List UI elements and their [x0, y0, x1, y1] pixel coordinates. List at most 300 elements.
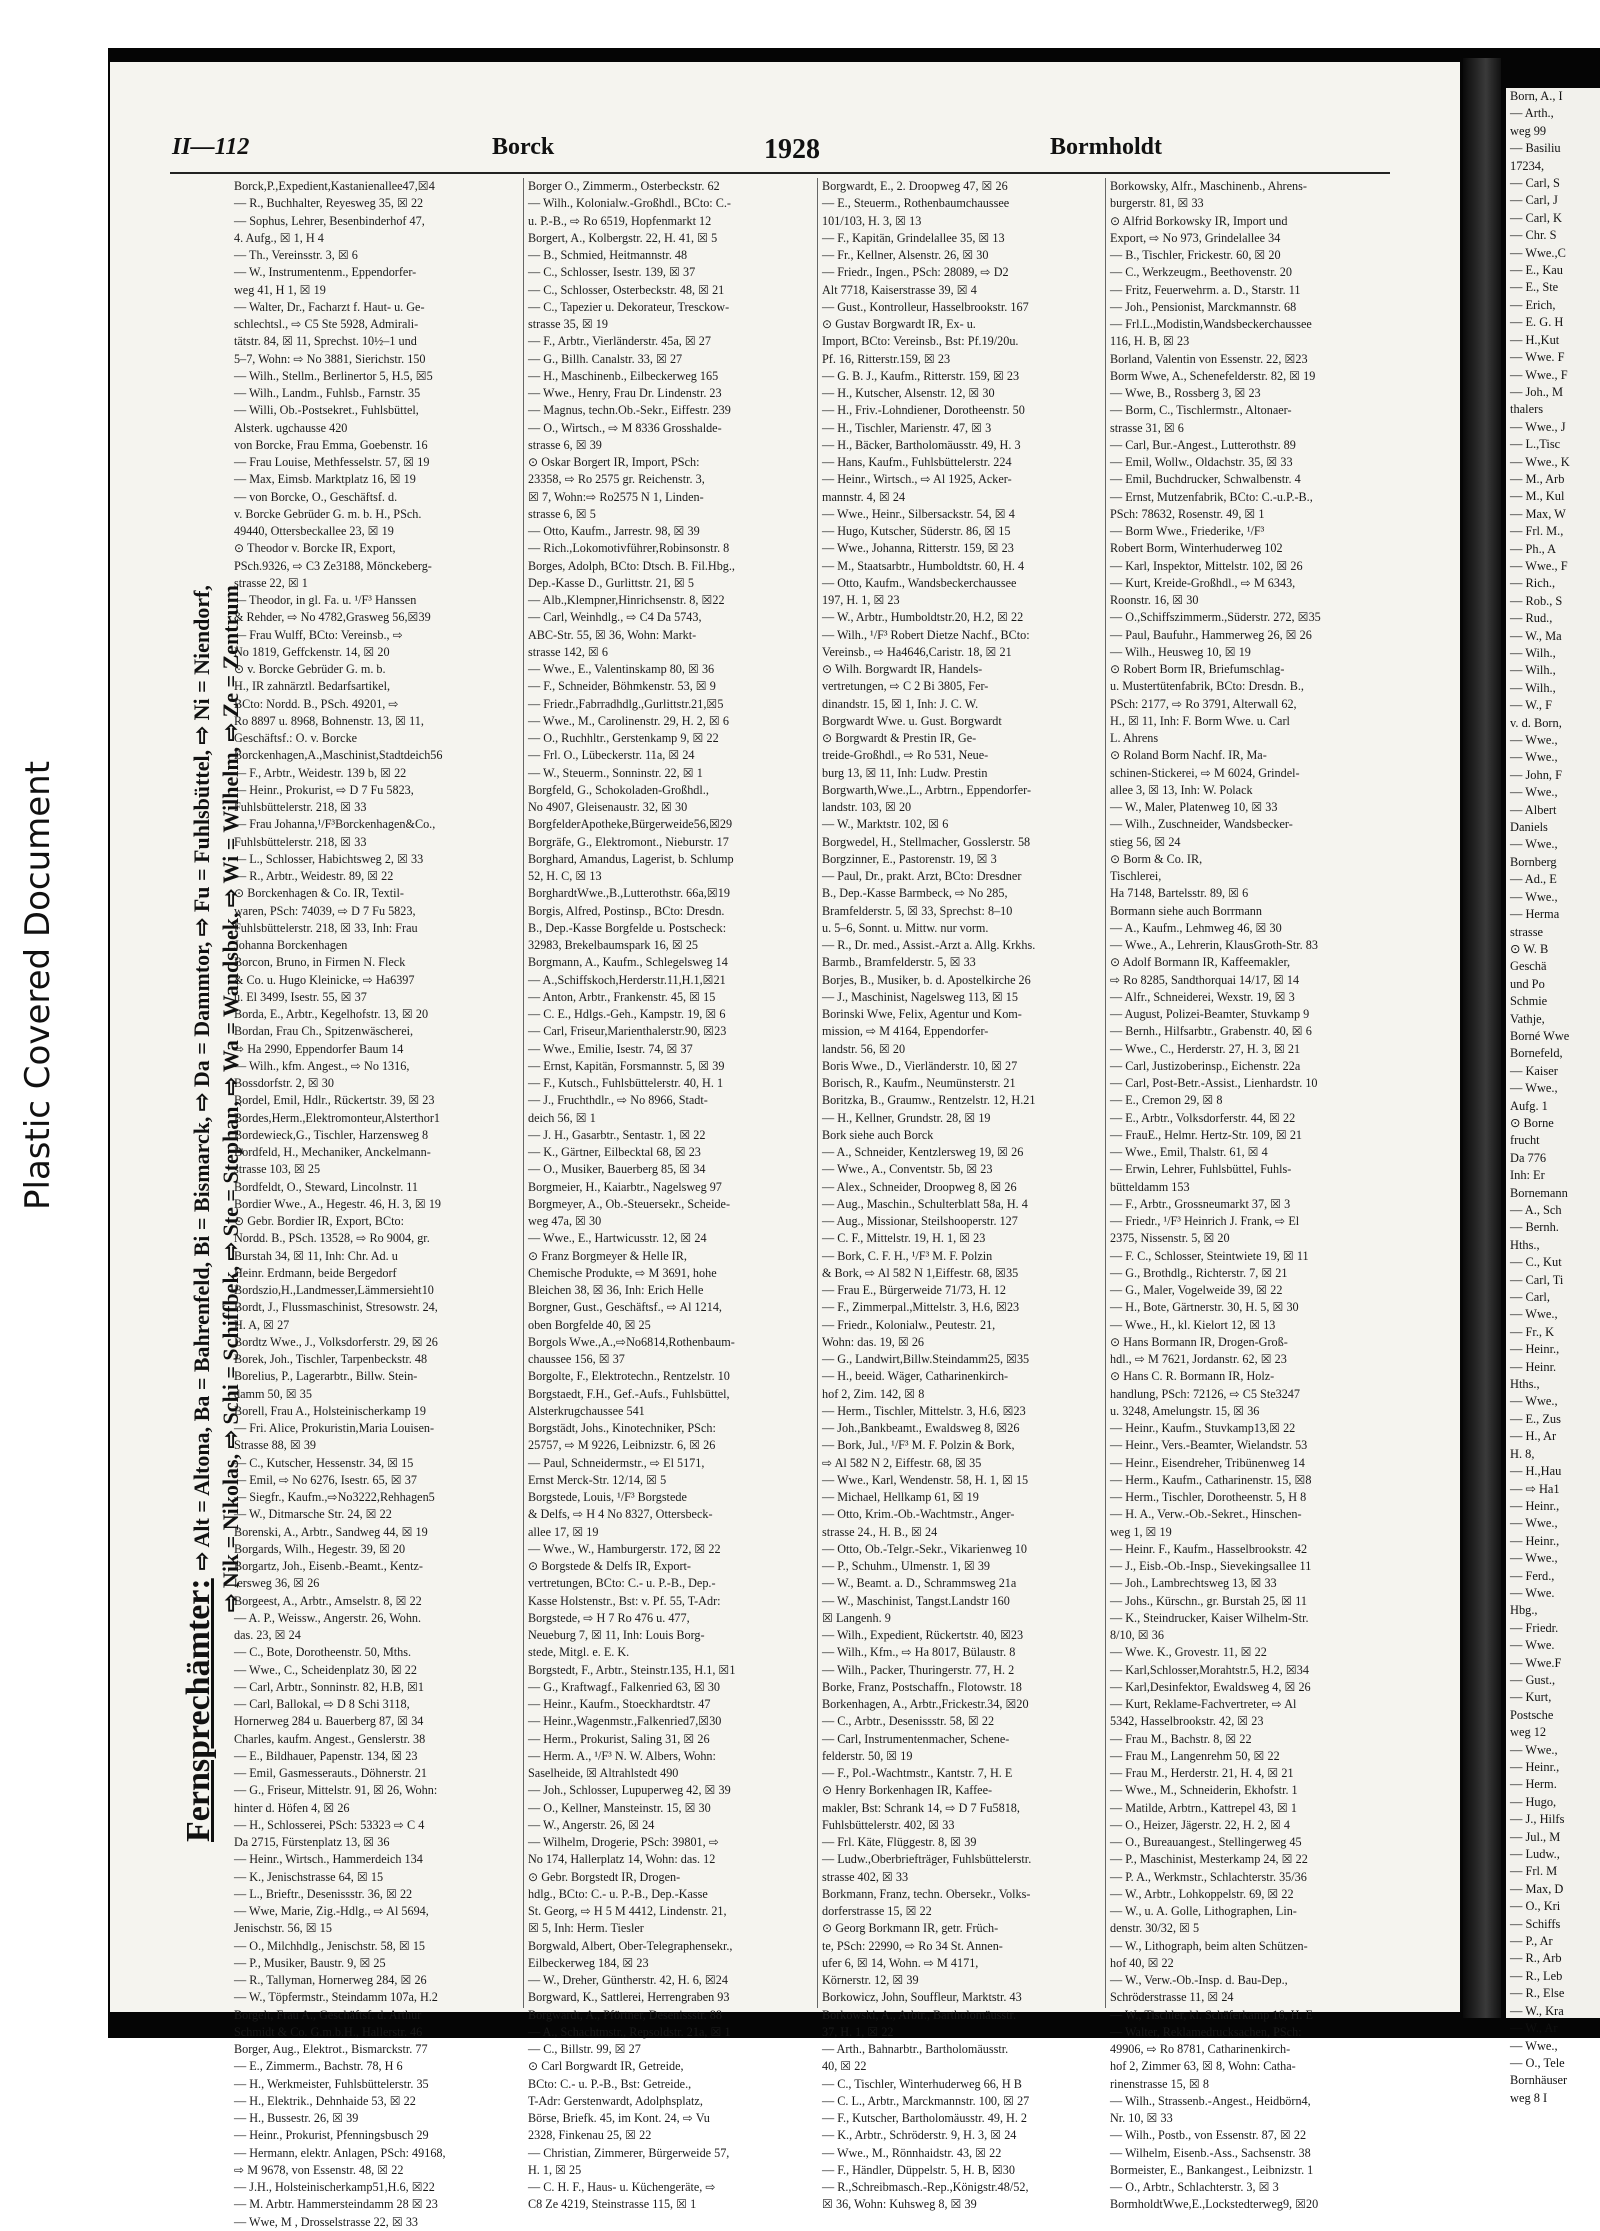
- entry-line: — Joh., Lambrechtsweg 13, ☒ 33: [1110, 1576, 1277, 1591]
- entry-line: Fuhlsbüttelerstr. 218, ☒ 33, Inh: Frau: [234, 920, 418, 935]
- entry-line: — K., Jenischstrasse 64, ☒ 15: [234, 1869, 384, 1884]
- entry-line: Alt 7718, Kaiserstrasse 39, ☒ 4: [822, 282, 977, 297]
- entry-line: — Carl, Post-Betr.-Assist., Lienhardstr. 10: [1110, 1076, 1318, 1090]
- next-page-line: Bornberg: [1510, 854, 1557, 869]
- entry-line: — F., Kutscher, Bartholomäusstr. 49, H. 2: [822, 2111, 1028, 2125]
- next-page-line: Inh: Er: [1510, 1168, 1545, 1183]
- entry-line: ⊙ Theodor v. Borcke IR, Export,: [234, 541, 396, 556]
- entry-line: — F., Zimmerpal.,Mittelstr. 3, H.6, ☒23: [822, 1300, 1020, 1315]
- entry-line: — Bork, C. F. H., ¹/F³ M. F. Polzin: [822, 1248, 993, 1263]
- entry-line: Borgwald, Albert, Ober-Telegraphensekr.,: [528, 1938, 733, 1953]
- entry-line: — Wilh., kfm. Angest., ⇨ No 1316,: [234, 1058, 410, 1073]
- entry-line: — Heinr. F., Kaufm., Hasselbrookstr. 42: [1110, 1541, 1308, 1556]
- entry-line: — H., Friv.-Lohndiener, Dorotheenstr. 50: [822, 403, 1025, 418]
- entry-line: Ernst Merck-Str. 12/14, ☒ 5: [528, 1472, 667, 1487]
- entry-line: — Frl. Käte, Flüggestr. 8, ☒ 39: [822, 1835, 977, 1849]
- next-page-line: — Wwe.,: [1510, 1394, 1558, 1409]
- plastic-covered-label: Plastic Covered Document: [18, 760, 58, 1210]
- entry-line: — Matilde, Arbtrn., Kattrepel 43, ☒ 1: [1110, 1800, 1297, 1815]
- entry-line: — O.,Schiffszimmerm.,Süderstr. 272, ☒35: [1110, 610, 1321, 625]
- entry-line: — Wwe., Karl, Wendenstr. 58, H. 1, ☒ 15: [822, 1472, 1029, 1487]
- entry-line: — Heinr., Wirtsch., Hammerdeich 134: [234, 1852, 423, 1867]
- entry-line: — Wwe. K., Grovestr. 11, ☒ 22: [1110, 1645, 1267, 1660]
- entry-line: Chemische Produkte, ⇨ M 3691, hohe: [528, 1265, 717, 1280]
- entry-line: Borkowsky, Alfr., Maschinenb., Ahrens-: [1110, 179, 1307, 193]
- entry-line: Körnerstr. 12, ☒ 39: [822, 1973, 919, 1987]
- entry-line: te, PSch: 22990, ⇨ Ro 34 St. Annen-: [822, 1938, 1003, 1953]
- entry-line: — Heinr., Prokurist, Pfenningsbusch 29: [234, 2128, 429, 2143]
- next-page-line: — M., Arb: [1510, 471, 1565, 486]
- entry-line: — W., Steuerm., Sonninstr. 22, ☒ 1: [528, 765, 703, 780]
- next-page-line: — Schiffs: [1510, 1916, 1561, 1931]
- entry-line: strasse 24., H. B., ☒ 24: [822, 1524, 938, 1539]
- entry-line: — Alfr., Schneiderei, Wexstr. 19, ☒ 3: [1110, 989, 1295, 1004]
- next-page-line: — Carl, J: [1510, 193, 1558, 208]
- entry-line: rinenstrasse 15, ☒ 8: [1110, 2076, 1209, 2091]
- entry-line: ☒ 5, Inh: Herm. Tiesler: [528, 1921, 644, 1936]
- entry-line: — L., Brieftr., Desenissstr. 36, ☒ 22: [234, 1886, 413, 1901]
- entry-line: strasse 31, ☒ 6: [1110, 420, 1184, 435]
- entry-line: L. Ahrens: [1110, 731, 1159, 745]
- next-page-line: — W., F: [1510, 698, 1553, 713]
- entry-line: Borelius, P., Lagerarbtr., Billw. Stein-: [234, 1369, 418, 1384]
- entry-line: Borgstede, ⇨ H 7 Ro 476 u. 477,: [528, 1610, 690, 1625]
- entry-line: Borgolte, F., Elektrotechn., Rentzelstr. 10: [528, 1369, 730, 1384]
- header-left-word: Borck: [492, 134, 555, 160]
- next-page-line: — Wwe.,: [1510, 785, 1558, 800]
- entry-line: — G., Kraftwagf., Falkenried 63, ☒ 30: [528, 1679, 721, 1694]
- entry-line: Bleichen 38, ☒ 36, Inh: Erich Helle: [528, 1283, 704, 1297]
- entry-line: — Emil, ⇨ No 6276, Isestr. 65, ☒ 37: [234, 1472, 417, 1487]
- entry-line: — Wwe., Henry, Frau Dr. Lindenstr. 23: [528, 386, 722, 400]
- entry-line: — Herm. A., ¹/F³ N. W. Albers, Wohn:: [528, 1748, 716, 1763]
- next-page-line: — L.,Tisc: [1510, 437, 1561, 452]
- next-page-line: Hths.,: [1510, 1377, 1540, 1392]
- entry-line: Borjes, B., Musiker, b. d. Apostelkirche 26: [822, 972, 1031, 987]
- entry-line: Borkmann, Franz, techn. Obersekr., Volks-: [822, 1886, 1031, 1901]
- entry-line: Borgstede, Louis, ¹/F³ Borgstede: [528, 1490, 687, 1504]
- entry-line: ⊙ Carl Borgwardt IR, Getreide,: [528, 2059, 684, 2074]
- entry-line: — Wilh., Zuschneider, Wandsbecker-: [1110, 817, 1293, 832]
- entry-line: 5342, Hasselbrookstr. 42, ☒ 23: [1110, 1714, 1264, 1729]
- entry-line: Jenischstr. 56, ☒ 15: [234, 1921, 332, 1936]
- entry-line: — Kurt, Reklame-Fachvertreter, ⇨ Al: [1110, 1697, 1297, 1711]
- next-page-line: — Erich,: [1510, 297, 1556, 312]
- entry-line: hof 2, Zimmer 63, ☒ 8, Wohn: Catha-: [1110, 2059, 1296, 2074]
- entry-line: — E., Arbtr., Volksdorferstr. 44, ☒ 22: [1110, 1110, 1296, 1125]
- next-page-line: — Wwe.,C: [1510, 245, 1566, 260]
- entry-line: Nordd. B., PSch. 13528, ⇨ Ro 9004, gr.: [234, 1231, 430, 1246]
- entry-line: — H., Bote, Gärtnerstr. 30, H. 5, ☒ 30: [1110, 1300, 1299, 1315]
- entry-line: Borgmeyer, A., Ob.-Steuersekr., Scheide-: [528, 1196, 731, 1211]
- entry-line: — Carl, Justizoberinsp., Eichenstr. 22a: [1110, 1058, 1301, 1073]
- entry-line: — Frau Johanna,¹/F³Borckenhagen&Co.,: [234, 817, 436, 832]
- next-page-line: — Wwe.,: [1510, 837, 1558, 852]
- entry-line: — Carl, Ballokal, ⇨ D 8 Schi 3118,: [234, 1697, 410, 1711]
- entry-line: — Frau Wulff, BCto: Vereinsb., ⇨: [234, 627, 403, 642]
- entry-line: u. P.-B., ⇨ Ro 6519, Hopfenmarkt 12: [528, 213, 712, 228]
- entry-line: — Fritz, Feuerwehrm. a. D., Starstr. 11: [1110, 282, 1301, 297]
- entry-line: mannstr. 4, ☒ 24: [822, 489, 906, 504]
- entry-line: 8/10, ☒ 36: [1110, 1628, 1164, 1642]
- next-page-line: — Wwe., J: [1510, 419, 1566, 434]
- next-page-line: — John, F: [1510, 767, 1562, 782]
- entry-line: dinandstr. 15, ☒ 1, Inh: J. C. W.: [822, 696, 979, 711]
- entry-line: — Wwe., A., Lehrerin, KlausGroth-Str. 83: [1110, 938, 1318, 952]
- entry-line: H., IR zahnärztl. Bedarfsartikel,: [234, 679, 391, 694]
- entry-line: — Wilh., Landm., Fuhlsb., Farnstr. 35: [234, 386, 421, 400]
- header-rule: [170, 172, 1390, 174]
- next-page-line: — Wwe. F: [1510, 350, 1565, 365]
- entry-line: treide-Großhdl., ⇨ Ro 531, Neue-: [822, 748, 989, 763]
- entry-line: ⊙ Oskar Borgert IR, Import, PSch:: [528, 455, 700, 469]
- entry-line: lersweg 36, ☒ 26: [234, 1576, 320, 1591]
- entry-line: Geschäftsf.: O. v. Borcke: [234, 731, 358, 745]
- next-page-line: — Friedr.: [1510, 1620, 1559, 1635]
- entry-line: — Frl.L.,Modistin,Wandsbeckerchaussee: [1110, 317, 1312, 331]
- entry-line: — H., beeid. Wäger, Catharinenkirch-: [822, 1369, 1009, 1384]
- next-page-line: — E., Kau: [1510, 263, 1563, 278]
- next-page-line: — Hugo,: [1510, 1794, 1557, 1809]
- next-page-line: — W., Ar: [1510, 2021, 1558, 2036]
- entry-line: — Wwe., Heinr., Silbersackstr. 54, ☒ 4: [822, 506, 1015, 521]
- entry-line: — J., Fruchthdlr., ⇨ No 8966, Stadt-: [528, 1093, 708, 1108]
- entry-line: — K., Arbtr., Schröderstr. 9, H. 3, ☒ 24: [822, 2128, 1017, 2143]
- entry-line: Bordes,Herm.,Elektromonteur,Alsterthor1: [234, 1110, 440, 1125]
- entry-line: — Carl, Instrumentenmacher, Schene-: [822, 1731, 1010, 1746]
- entry-line: — J. H., Gasarbtr., Sentastr. 1, ☒ 22: [528, 1127, 706, 1142]
- entry-line: — Heinr., Kaufm., Stoeckhardtstr. 47: [528, 1697, 711, 1711]
- entry-line: Alsterkrugchaussee 541: [528, 1403, 645, 1418]
- entry-line: Vereinsb., ⇨ Ha4646,Caristr. 18, ☒ 21: [822, 644, 1012, 659]
- entry-line: strasse 6, ☒ 39: [528, 437, 602, 452]
- entry-line: — C., Tischler, Winterhuderweg 66, H B: [822, 2076, 1022, 2091]
- entry-line: — Christian, Zimmerer, Bürgerweide 57,: [528, 2145, 730, 2160]
- entry-line: — Willi, Ob.-Postsekret., Fuhlsbüttel,: [234, 403, 419, 418]
- entry-line: waren, PSch: 74039, ⇨ D 7 Fu 5823,: [234, 903, 416, 918]
- entry-line: — H., Elektrik., Dehnhaide 53, ☒ 22: [234, 2093, 416, 2108]
- next-page-line: — Wwe.,: [1510, 1516, 1558, 1531]
- entry-line: — M., Staatsarbtr., Humboldtstr. 60, H. 4: [822, 558, 1025, 573]
- entry-line: — Walter, Dr., Facharzt f. Haut- u. Ge-: [234, 299, 425, 314]
- entry-line: Borgwarth,Wwe.,L., Arbtrn., Eppendorfer-: [822, 782, 1032, 797]
- entry-line: — F., Kapitän, Grindelallee 35, ☒ 13: [822, 230, 1005, 245]
- entry-line: Borck,P.,Expedient,Kastanienallee47,☒4: [234, 179, 435, 193]
- entry-line: allee 17, ☒ 19: [528, 1524, 599, 1539]
- next-page-line: — J., Hilfs: [1510, 1812, 1565, 1827]
- entry-line: — Heinr., Vers.-Beamter, Wielandstr. 53: [1110, 1438, 1308, 1453]
- entry-line: — W., Maschinist, Tangst.Landstr 160: [822, 1593, 1010, 1608]
- entry-line: — W., Tischler, kl. Schäferkamp 16, H. E: [1110, 2007, 1313, 2022]
- entry-line: — G., Billh. Canalstr. 33, ☒ 27: [528, 351, 683, 366]
- entry-line: — Wwe., E., Hartwicusstr. 12, ☒ 24: [528, 1231, 707, 1246]
- entry-line: — H. A., Verw.-Ob.-Sekret., Hinschen-: [1110, 1507, 1302, 1522]
- entry-line: — P., Maschinist, Mesterkamp 24, ☒ 22: [1110, 1852, 1308, 1867]
- entry-line: Roonstr. 16, ☒ 30: [1110, 593, 1199, 607]
- entry-line: — G., Maler, Vogelweide 39, ☒ 22: [1110, 1283, 1283, 1297]
- entry-line: stieg 56, ☒ 24: [1110, 834, 1181, 849]
- entry-line: Borgeest, A., Arbtr., Amselstr. 8, ☒ 22: [234, 1593, 422, 1608]
- banner-line-2: ⇨ Nik = Nikolas, ⇨ Schi = Schiffbek, ⇨ Ste = Stephan, ⇨ Wa = Wandsbek, ⇨ Wi = Wilhelm, ⇨ Ze = Zentrum: [218, 585, 243, 1612]
- entry-line: burgerstr. 81, ☒ 33: [1110, 196, 1204, 211]
- entry-line: — O., Kellner, Mansteinstr. 15, ☒ 30: [528, 1800, 711, 1815]
- entry-line: — Wilh., Kfm., ⇨ Ha 8017, Bülaustr. 8: [822, 1645, 1016, 1660]
- entry-line: Hornerweg 284 u. Bauerberg 87, ☒ 34: [234, 1714, 424, 1729]
- next-page-line: — R., Leb: [1510, 1968, 1563, 1983]
- entry-line: — O., Arbtr., Schlachterstr. 3, ☒ 3: [1110, 2180, 1279, 2194]
- entry-line: ☒ Langenh. 9: [822, 1610, 891, 1625]
- column-3: [822, 178, 1102, 2212]
- entry-line: St. Georg, ⇨ H 5 M 4412, Lindenstr. 21,: [528, 1904, 727, 1918]
- next-page-line: weg 99: [1510, 123, 1547, 138]
- entry-line: — F., Händler, Düppelstr. 5, H. B, ☒30: [822, 2162, 1015, 2177]
- entry-line: No 4907, Gleisenaustr. 32, ☒ 30: [528, 800, 688, 814]
- entry-line: — Th., Vereinsstr. 3, ☒ 6: [234, 248, 358, 262]
- entry-line: — C. L., Arbtr., Marckmannstr. 100, ☒ 27: [822, 2093, 1030, 2108]
- next-page-line: — Heinr.,: [1510, 1533, 1560, 1548]
- entry-line: — Otto, Kaufm., Jarrestr. 98, ☒ 39: [528, 524, 700, 538]
- entry-line: ⇨ Ro 8285, Sandthorquai 14/17, ☒ 14: [1110, 972, 1300, 987]
- entry-line: Borgmann, A., Kaufm., Schlegelsweg 14: [528, 955, 728, 970]
- entry-line: — C., Kutscher, Hessenstr. 34, ☒ 15: [234, 1455, 414, 1470]
- entry-line: Borland, Valentin von Essenstr. 22, ☒23: [1110, 351, 1308, 366]
- entry-line: Borell, Frau A., Holsteinischerkamp 19: [234, 1403, 426, 1418]
- entry-line: Borgstedt, F., Arbtr., Steinstr.135, H.1, ☒1: [528, 1662, 736, 1677]
- next-page-line: — Wwe.: [1510, 1638, 1555, 1653]
- entry-line: — Wwe., M., Schneiderin, Ekhofstr. 1: [1110, 1783, 1298, 1798]
- entry-line: — Carl, Weinhdlg., ⇨ C4 Da 5743,: [528, 610, 702, 625]
- entry-line: Schmidt & Co. G.m.b.H., Hallerstr. 46: [234, 2024, 423, 2039]
- entry-line: burg 13, ☒ 11, Inh: Ludw. Prestin: [822, 765, 988, 780]
- entry-line: weg 1, ☒ 19: [1110, 1524, 1172, 1539]
- entry-line: deich 56, ☒ 1: [528, 1110, 596, 1125]
- entry-line: Borger, Aug., Elektrot., Bismarckstr. 77: [234, 2042, 428, 2056]
- entry-line: 23358, ⇨ Ro 2575 gr. Reichenstr. 3,: [528, 472, 705, 487]
- next-page-line: — Herma: [1510, 907, 1560, 922]
- entry-line: — Frl. O., Lübeckerstr. 11a, ☒ 24: [528, 748, 695, 763]
- entry-line: ufer 6, ☒ 14, Wohn. ⇨ M 4171,: [822, 1955, 979, 1970]
- entry-line: — F., Kutsch., Fuhlsbüttelerstr. 40, H. 1: [528, 1076, 724, 1090]
- entry-line: — Kurt, Kreide-Großhdl., ⇨ M 6343,: [1110, 575, 1296, 590]
- entry-line: Charles, kaufm. Angest., Genslerstr. 38: [234, 1731, 426, 1746]
- entry-line: Ha 7148, Bartelsstr. 89, ☒ 6: [1110, 886, 1249, 901]
- entry-line: — H., Maschinenb., Eilbeckerweg 165: [528, 368, 719, 383]
- entry-line: — Emil, Buchdrucker, Schwalbenstr. 4: [1110, 472, 1301, 487]
- next-page-line: — Wwe., F: [1510, 558, 1568, 573]
- entry-line: — H., Bussestr. 26, ☒ 39: [234, 2111, 359, 2125]
- entry-line: — B., Schmied, Heitmannstr. 48: [528, 248, 688, 262]
- entry-line: — A. P., Weissw., Angerstr. 26, Wohn.: [234, 1610, 422, 1625]
- entry-line: — W., Arbtr., Lohkoppelstr. 69, ☒ 22: [1110, 1886, 1294, 1901]
- next-page-line: ⊙ Borne: [1510, 1115, 1554, 1130]
- entry-line: ⊙ Robert Borm IR, Briefumschlag-: [1110, 662, 1285, 676]
- entry-line: hdl., ⇨ M 7621, Jordanstr. 62, ☒ 23: [1110, 1352, 1287, 1366]
- next-page-line: — H.,Kut: [1510, 332, 1560, 347]
- entry-line: ⊙ Alfrid Borkowsky IR, Import und: [1110, 213, 1288, 228]
- next-page-line: Hths.,: [1510, 1237, 1540, 1252]
- entry-line: — Joh.,Bankbeamt., Ewaldsweg 8, ☒26: [822, 1421, 1020, 1435]
- entry-line: das. 23, ☒ 24: [234, 1628, 301, 1642]
- next-page-line: — Arth.,: [1510, 106, 1554, 121]
- entry-line: Borgols Wwe.,A.,⇨No6814,Rothenbaum-: [528, 1334, 735, 1349]
- entry-line: Bordewieck,G., Tischler, Harzensweg 8: [234, 1127, 429, 1142]
- entry-line: & Co. u. Hugo Kleinicke, ⇨ Ha6397: [234, 972, 415, 987]
- entry-line: ⊙ Hans C. R. Bormann IR, Holz-: [1110, 1369, 1275, 1384]
- entry-line: Borke, Franz, Postschaffn., Flotowstr. 18: [822, 1679, 1022, 1694]
- next-page-line: — Ferd.,: [1510, 1568, 1555, 1583]
- next-page-line: — Ludw.,: [1510, 1847, 1560, 1862]
- entry-line: — Aug., Maschin., Schulterblatt 58a, H. 4: [822, 1196, 1028, 1211]
- entry-line: — August, Polizei-Beamter, Stuvkamp 9: [1110, 1007, 1310, 1021]
- entry-line: Borgstaedt, F.H., Gef.-Aufs., Fuhlsbüttel,: [528, 1386, 730, 1401]
- entry-line: Borgartz, Joh., Eisenb.-Beamt., Kentz-: [234, 1559, 423, 1573]
- entry-line: No 1819, Geffckenstr. 14, ☒ 20: [234, 644, 390, 659]
- entry-line: — Wilh., Strassenb.-Angest., Heidbörn4,: [1110, 2093, 1311, 2108]
- next-page-line: Geschä: [1510, 959, 1547, 974]
- entry-line: Tischlerei,: [1110, 869, 1162, 883]
- entry-line: Schröderstrasse 11, ☒ 24: [1110, 1990, 1234, 2005]
- entry-line: Bork siehe auch Borck: [822, 1127, 934, 1142]
- next-page-line: — Rich.,: [1510, 576, 1556, 591]
- entry-line: — Paul, Dr., prakt. Arzt, BCto: Dresdner: [822, 869, 1022, 883]
- entry-line: — Aug., Missionar, Steilshooperstr. 127: [822, 1214, 1018, 1228]
- next-page-line: — E. G. H: [1510, 315, 1564, 330]
- entry-line: ⊙ Adolf Bormann IR, Kaffeemakler,: [1110, 955, 1291, 970]
- next-page-line: — Wilh.,: [1510, 663, 1556, 678]
- next-page-line: — ⇨ Ha1: [1510, 1481, 1560, 1496]
- entry-line: — Max, Eimsb. Marktplatz 16, ☒ 19: [234, 472, 416, 487]
- entry-line: — L., Schlosser, Habichtsweg 2, ☒ 33: [234, 851, 424, 866]
- entry-line: Nr. 10, ☒ 33: [1110, 2111, 1173, 2125]
- column-divider: [523, 178, 524, 2008]
- next-page-line: — O., Tele: [1510, 2055, 1565, 2070]
- next-page-line: — Wwe.F: [1510, 1655, 1562, 1670]
- entry-line: Burstah 34, ☒ 11, Inh: Chr. Ad. u: [234, 1248, 398, 1263]
- entry-line: Bramfelderstr. 5, ☒ 33, Sprechst: 8–10: [822, 903, 1013, 918]
- column-4: [1110, 178, 1392, 2212]
- entry-line: PSch: 2177, ⇨ Ro 3791, Alterwall 62,: [1110, 696, 1297, 711]
- entry-line: — O., Heizer, Jägerstr. 22, H. 2, ☒ 4: [1110, 1817, 1291, 1832]
- entry-line: BormholdtWwe,E.,Lockstedterweg9, ☒20: [1110, 2197, 1319, 2212]
- entry-line: 37, H. 1, ☒ 22: [822, 2024, 894, 2039]
- next-page-line: — W., Kra: [1510, 2003, 1564, 2018]
- entry-line: — W., Verw.-Ob.-Insp. d. Bau-Dep.,: [1110, 1973, 1288, 1987]
- entry-line: — Wilhelm, Eisenb.-Ass., Sachsenstr. 38: [1110, 2145, 1311, 2160]
- entry-line: — Friedr., Ingen., PSch: 28089, ⇨ D2: [822, 265, 1009, 280]
- entry-line: tätstr. 84, ☒ 11, Sprechst. 10½–1 und: [234, 334, 417, 349]
- entry-line: — W., Beamt. a. D., Schrammsweg 21a: [822, 1576, 1017, 1591]
- entry-line: — Siegfr., Kaufm.,⇨No3222,Rehhagen5: [234, 1490, 435, 1504]
- entry-line: ☒ 7, Wohn:⇨ Ro2575 N 1, Linden-: [528, 489, 704, 504]
- entry-line: Fuhlsbüttelerstr. 218, ☒ 33: [234, 800, 367, 814]
- next-page-line: 17234,: [1510, 158, 1545, 173]
- entry-line: — Borm, C., Tischlermstr., Altonaer-: [1110, 403, 1292, 418]
- next-page-line: — Wwe.,: [1510, 733, 1558, 748]
- entry-line: No 174, Hallerplatz 14, Wohn: das. 12: [528, 1852, 716, 1867]
- entry-line: — G. B. J., Kaufm., Ritterstr. 159, ☒ 23: [822, 368, 1020, 383]
- entry-line: landstr. 56, ☒ 20: [822, 1041, 906, 1056]
- entry-line: makler, Bst: Schrank 14, ⇨ D 7 Fu5818,: [822, 1800, 1020, 1815]
- entry-line: strasse 35, ☒ 19: [528, 317, 608, 331]
- entry-line: — Arth., Bahnarbtr., Bartholomäusstr.: [822, 2042, 1009, 2056]
- entry-line: strasse 142, ☒ 6: [528, 644, 608, 659]
- entry-line: weg 41, H 1, ☒ 19: [234, 282, 326, 297]
- entry-line: weg 47a, ☒ 30: [528, 1214, 602, 1228]
- entry-line: — Ludw.,Oberbriefträger, Fuhlsbüttelerstr.: [822, 1852, 1032, 1867]
- entry-line: — Heinr., Wirtsch., ⇨ Al 1925, Acker-: [822, 472, 1012, 487]
- entry-line: PSch: 78632, Rosenstr. 49, ☒ 1: [1110, 506, 1265, 521]
- next-page-line: — P., Ar: [1510, 1934, 1553, 1949]
- entry-line: Borgfeld, G., Schokoladen-Großhdl.,: [528, 782, 709, 797]
- next-page-line: — R., Arb: [1510, 1951, 1562, 1966]
- entry-line: — Magnus, techn.Ob.-Sekr., Eiffestr. 239: [528, 403, 731, 418]
- entry-line: ⊙ Henry Borkenhagen IR, Kaffee-: [822, 1783, 993, 1798]
- entry-line: 52, H. C, ☒ 13: [528, 869, 602, 883]
- entry-line: hinter d. Höfen 4, ☒ 26: [234, 1800, 350, 1815]
- entry-line: — Wilh., Packer, Thuringerstr. 77, H. 2: [822, 1662, 1015, 1677]
- entry-line: — Karl, Inspektor, Mittelstr. 102, ☒ 26: [1110, 558, 1303, 573]
- entry-line: Bordfeldt, O., Steward, Lincolnstr. 11: [234, 1179, 419, 1194]
- entry-line: handlung, PSch: 72126, ⇨ C5 Ste3247: [1110, 1386, 1300, 1401]
- next-page-line: — Heinr.,: [1510, 1342, 1560, 1357]
- entry-line: 2375, Nissenstr. 5, ☒ 20: [1110, 1231, 1230, 1246]
- next-page-line: — Wwe.,: [1510, 1742, 1558, 1757]
- entry-line: — Joh., Schlosser, Lupuperweg 42, ☒ 39: [528, 1783, 731, 1798]
- next-page-line: — Joh., M: [1510, 384, 1564, 399]
- next-page-fragment: [1506, 88, 1600, 2105]
- entry-line: Import, BCto: Vereinsb., Bst: Pf.19/20u.: [822, 334, 1019, 349]
- next-page-line: und Po: [1510, 976, 1545, 991]
- entry-line: — H., Schlosserei, PSch: 53323 ⇨ C 4: [234, 1817, 425, 1832]
- column-2: [528, 178, 814, 2212]
- entry-line: — Wilh., Heusweg 10, ☒ 19: [1110, 644, 1251, 659]
- entry-line: 101/103, H. 3, ☒ 13: [822, 213, 922, 228]
- entry-line: — K., Gärtner, Eilbecktal 68, ☒ 23: [528, 1145, 701, 1159]
- entry-line: — Herm., Kaufm., Catharinenstr. 15, ☒8: [1110, 1472, 1312, 1487]
- entry-line: Bormeister, E., Bankangest., Leibnizstr. 1: [1110, 2162, 1314, 2177]
- entry-line: — Wwe., A., Conventstr. 5b, ☒ 23: [822, 1162, 993, 1177]
- next-page-line: — Wwe.,: [1510, 889, 1558, 904]
- next-page-line: — Wwe.,: [1510, 2038, 1558, 2053]
- next-page-line: — Herm.: [1510, 1777, 1557, 1792]
- entry-line: 49906, ⇨ Ro 8781, Catharinenkirch-: [1110, 2042, 1291, 2056]
- entry-line: Strasse 88, ☒ 39: [234, 1438, 317, 1453]
- next-page-line: — Heinr.,: [1510, 1498, 1560, 1513]
- entry-line: — Rich.,Lokomotivführer,Robinsonstr. 8: [528, 541, 730, 556]
- next-page-line: — R., Else: [1510, 1986, 1565, 2001]
- entry-line: — Emil, Gasmesserauts., Döhnerstr. 21: [234, 1766, 427, 1780]
- entry-line: BCto: C.- u. P.-B., Bst: Getreide.,: [528, 2076, 692, 2091]
- entry-line: — Wilh., Stellm., Berlinertor 5, H.5, ☒5: [234, 368, 433, 383]
- next-page-line: weg 12: [1510, 1725, 1547, 1740]
- entry-line: ⊙ Gebr. Bordier IR, Export, BCto:: [234, 1214, 404, 1228]
- entry-line: — Otto, Krim.-Ob.-Wachtmstr., Anger-: [822, 1507, 1015, 1522]
- next-page-line: Bornefeld,: [1510, 1046, 1563, 1061]
- next-page-line: strasse: [1510, 924, 1544, 939]
- entry-line: — O., Milchhdlg., Jenischstr. 58, ☒ 15: [234, 1938, 426, 1953]
- entry-line: — Bernh., Hilfsarbtr., Grabenstr. 40, ☒ 6: [1110, 1024, 1312, 1039]
- entry-line: BorghardtWwe.,B.,Lutterothstr. 66a,☒19: [528, 886, 730, 901]
- entry-line: — C. F., Mittelstr. 19, H. 1, ☒ 23: [822, 1231, 986, 1246]
- entry-line: Kasse Holstenstr., Bst: v. Pf. 55, T-Adr:: [528, 1593, 721, 1608]
- entry-line: — E., Steuerm., Rothenbaumchaussee: [822, 196, 1010, 211]
- entry-line: Bordszio,H.,Landmesser,Lämmersieht10: [234, 1283, 434, 1297]
- entry-line: — Wwe, B., Rossberg 3, ☒ 23: [1110, 386, 1261, 400]
- entry-line: — F. C., Schlosser, Steintwiete 19, ☒ 11: [1110, 1248, 1309, 1263]
- entry-line: Robert Borm, Winterhuderweg 102: [1110, 541, 1283, 556]
- entry-line: Borgräfe, G., Elektromont., Nieburstr. 17: [528, 834, 729, 849]
- entry-line: Borgzinner, E., Pastorenstr. 19, ☒ 3: [822, 851, 997, 866]
